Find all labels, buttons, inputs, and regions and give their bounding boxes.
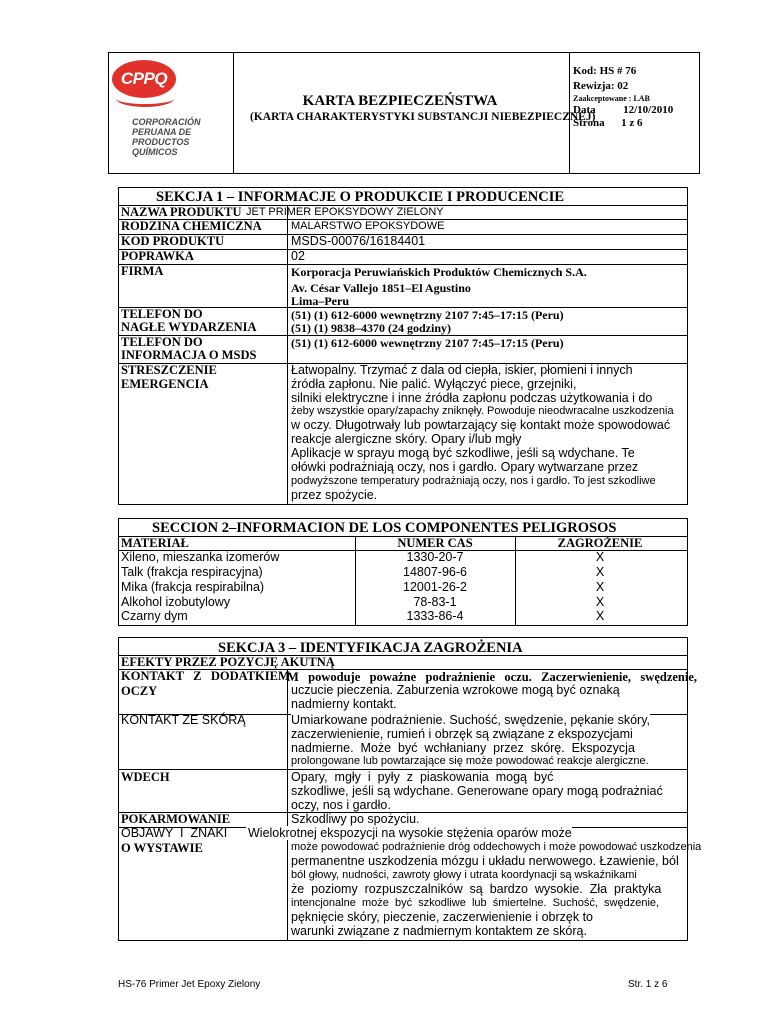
skin-contact-line: prolongowane lub powtarzające się może powodować reakcje alergiczne. bbox=[291, 755, 649, 767]
symptoms-line: pęknięcie skóry, pieczenie, zaczerwienienie i obrzęk to bbox=[291, 910, 594, 924]
col-header-cas: NUMER CAS bbox=[397, 536, 473, 550]
product-name-label: NAZWA PRODUKTU bbox=[121, 205, 242, 219]
material-name: Alkohol izobutylowy bbox=[121, 595, 231, 609]
page-title: KARTA BEZPIECZEŃSTWA bbox=[302, 93, 498, 109]
inhalation-line: oczy, nos i gardło. bbox=[291, 798, 391, 812]
msds-phone-label: INFORMACJA O MSDS bbox=[121, 348, 257, 362]
summary-line: przez spożycie. bbox=[291, 488, 378, 502]
logo-line: QUÍMICOS bbox=[132, 147, 178, 157]
revision-label: POPRAWKA bbox=[121, 249, 194, 263]
section2-title: SECCION 2–INFORMACION DE LOS COMPONENTES PELIGROSOS bbox=[152, 520, 617, 536]
summary-label: EMERGENCIA bbox=[121, 377, 209, 391]
logo-swoosh bbox=[116, 90, 174, 107]
cas-number: 78-83-1 bbox=[413, 595, 457, 609]
msds-phone-value: (51) (1) 612-6000 wewnętrzny 2107 7:45–17:15 (Peru) bbox=[291, 336, 564, 350]
skin-contact-line: zaczerwienienie, rumień i obrzęk są związane z ekspozycjami bbox=[291, 727, 633, 741]
company-line: Lima–Peru bbox=[291, 294, 349, 308]
symptoms-line: ból głowy, nudności, zawroty głowy i utrata koordynacji są wskaźnikami bbox=[291, 869, 637, 881]
product-code-value: MSDS-00076/16184401 bbox=[291, 234, 426, 248]
logo-text: CPPQ bbox=[120, 69, 168, 88]
ingestion-label: POKARMOWANIE bbox=[121, 812, 231, 826]
symptoms-line: intencjonalne może być szkodliwe lub śmiertelne. Suchość, swędzenie, bbox=[291, 897, 660, 909]
material-name: Xileno, mieszanka izomerów bbox=[121, 550, 280, 564]
hazard-mark: X bbox=[595, 580, 605, 594]
doc-date: Data 12/10/2010 bbox=[573, 104, 674, 116]
eye-contact-line: nadmierny kontakt. bbox=[291, 697, 397, 711]
chem-family-label: RODZINA CHEMICZNA bbox=[121, 219, 262, 233]
doc-approved: Zaakceptowane : LAB bbox=[573, 94, 650, 103]
eye-contact-label: KONTAKT Z DODATKIEM bbox=[121, 669, 290, 683]
skin-contact-line: nadmierne. Może być wchłaniany przez skórę. Ekspozycja bbox=[291, 741, 635, 755]
emergency-phone-label: NAGŁE WYDARZENIA bbox=[121, 320, 257, 334]
hazard-mark: X bbox=[595, 565, 605, 579]
company-line: Korporacja Peruwiańskich Produktów Chemicznych S.A. bbox=[291, 265, 587, 279]
inhalation-label: WDECH bbox=[121, 770, 170, 784]
skin-contact-label: KONTAKT ZE SKÓRĄ bbox=[121, 713, 246, 727]
summary-line: ołówki podrażniają oczy, nos i gardło. Opary wytwarzane przez bbox=[291, 460, 639, 474]
emergency-phone-label: TELEFON DO bbox=[121, 307, 203, 321]
material-name: Mika (frakcja respirabilna) bbox=[121, 580, 265, 594]
col-header-material: MATERIAŁ bbox=[121, 536, 189, 550]
doc-revision: Rewizja: 02 bbox=[573, 80, 629, 92]
footer-doc-name: HS-76 Primer Jet Epoxy Zielony bbox=[118, 979, 261, 990]
summary-line: podwyższone temperatury podrażniają oczy, nos i gardło. To jest szkodliwe bbox=[291, 475, 656, 487]
hazard-mark: X bbox=[595, 595, 605, 609]
eye-contact-line: uczucie pieczenia. Zaburzenia wzrokowe mogą być oznaką bbox=[291, 683, 620, 697]
inhalation-line: szkodliwe, jeśli są wdychane. Generowane opary mogą podrażniać bbox=[291, 784, 663, 798]
logo-caption bbox=[132, 117, 232, 157]
company-label: FIRMA bbox=[121, 264, 164, 278]
msds-phone-label: TELEFON DO bbox=[121, 335, 203, 349]
summary-line: żeby wszystkie opary/zapachy zniknęły. Powoduje nieodwracalne uszkodzenia bbox=[291, 405, 674, 417]
product-name-value: JET PRIMER EPOKSYDOWY ZIELONY bbox=[246, 206, 444, 218]
col-header-hazard: ZAGROŻENIE bbox=[557, 536, 643, 550]
ingestion-value: Szkodliwy po spożyciu. bbox=[291, 812, 420, 826]
symptoms-label: OBJAWY I ZNAKI bbox=[121, 826, 228, 840]
company-line: Av. César Vallejo 1851–El Agustino bbox=[291, 281, 471, 295]
summary-line: źródła zapłonu. Nie palić. Wyłączyć piece, grzejniki, bbox=[291, 377, 577, 391]
hazard-mark: X bbox=[595, 550, 605, 564]
symptoms-label: O WYSTAWIE bbox=[121, 841, 203, 855]
cas-number: 1330-20-7 bbox=[406, 550, 464, 564]
doc-code: Kod: HS # 76 bbox=[573, 65, 637, 77]
section1-title: SEKCJA 1 – INFORMACJE O PRODUKCIE I PRODUCENCIE bbox=[156, 189, 565, 205]
acute-effects-heading: EFEKTY PRZEZ POZYCJĘ AKUTNĄ bbox=[121, 655, 335, 669]
symptoms-line: warunki związane z nadmiernym kontaktem ze skórą. bbox=[291, 924, 587, 938]
doc-page: Strona 1 z 6 bbox=[573, 117, 643, 129]
product-code-label: KOD PRODUKTU bbox=[121, 234, 225, 248]
skin-contact-line: Umiarkowane podrażnienie. Suchość, swędzenie, pękanie skóry, bbox=[291, 713, 650, 727]
summary-line: Łatwopalny. Trzymać z dala od ciepła, iskier, płomieni i innych bbox=[291, 363, 633, 377]
eye-contact-label: OCZY bbox=[121, 684, 158, 698]
logo-line: PRODUCTOS bbox=[132, 137, 190, 147]
symptoms-line: może powodować podrażnienie dróg oddechowych i może powodować uszkodzenia bbox=[291, 841, 702, 853]
material-name: Czarny dym bbox=[121, 609, 188, 623]
summary-line: Aplikacje w sprayu mogą być szkodliwe, jeśli są wdychane. Te bbox=[291, 446, 635, 460]
logo-line: CORPORACIÓN bbox=[132, 117, 201, 127]
logo-line: PERUANA DE bbox=[132, 127, 192, 137]
page-subtitle: (KARTA CHARAKTERYSTYKI SUBSTANCJI NIEBEZPIECZNEJ) bbox=[250, 111, 596, 123]
cas-number: 12001-26-2 bbox=[403, 580, 467, 594]
material-name: Talk (frakcja respiracyjna) bbox=[121, 565, 263, 579]
chem-family-value: MALARSTWO EPOKSYDOWE bbox=[291, 220, 445, 232]
summary-line: reakcje alergiczne skóry. Opary i/lub mgły bbox=[291, 432, 522, 446]
cas-number: 1333-86-4 bbox=[406, 609, 464, 623]
symptoms-line: Wielokrotnej ekspozycji na wysokie stężenia oparów może bbox=[248, 826, 572, 840]
section3-title: SEKCJA 3 – IDENTYFIKACJA ZAGROŻENIA bbox=[218, 640, 523, 656]
eye-contact-line: M powoduje poważne podrażnienie oczu. Zaczerwienienie, swędzenie, bbox=[287, 670, 698, 684]
emergency-phone-value: (51) (1) 612-6000 wewnętrzny 2107 7:45–17:15 (Peru) bbox=[291, 308, 564, 322]
symptoms-line: że poziomy rozpuszczalników są bardzo wysokie. Zła praktyka bbox=[291, 882, 662, 896]
summary-line: silniki elektryczne i inne źródła zapłonu podczas użytkowania i do bbox=[291, 391, 653, 405]
summary-label: STRESZCZENIE bbox=[121, 363, 217, 377]
cas-number: 14807-96-6 bbox=[403, 565, 467, 579]
hazard-mark: X bbox=[595, 609, 605, 623]
emergency-phone-value: (51) (1) 9838–4370 (24 godziny) bbox=[291, 321, 451, 335]
revision-value: 02 bbox=[291, 249, 305, 263]
inhalation-line: Opary, mgły i pyły z piaskowania mogą być bbox=[291, 770, 554, 784]
footer-page-number: Str. 1 z 6 bbox=[628, 979, 668, 990]
summary-line: w oczy. Długotrwały lub powtarzający się kontakt może spowodować bbox=[291, 418, 671, 432]
symptoms-line: permanentne uszkodzenia mózgu i układu nerwowego. Łzawienie, ból bbox=[291, 854, 679, 868]
